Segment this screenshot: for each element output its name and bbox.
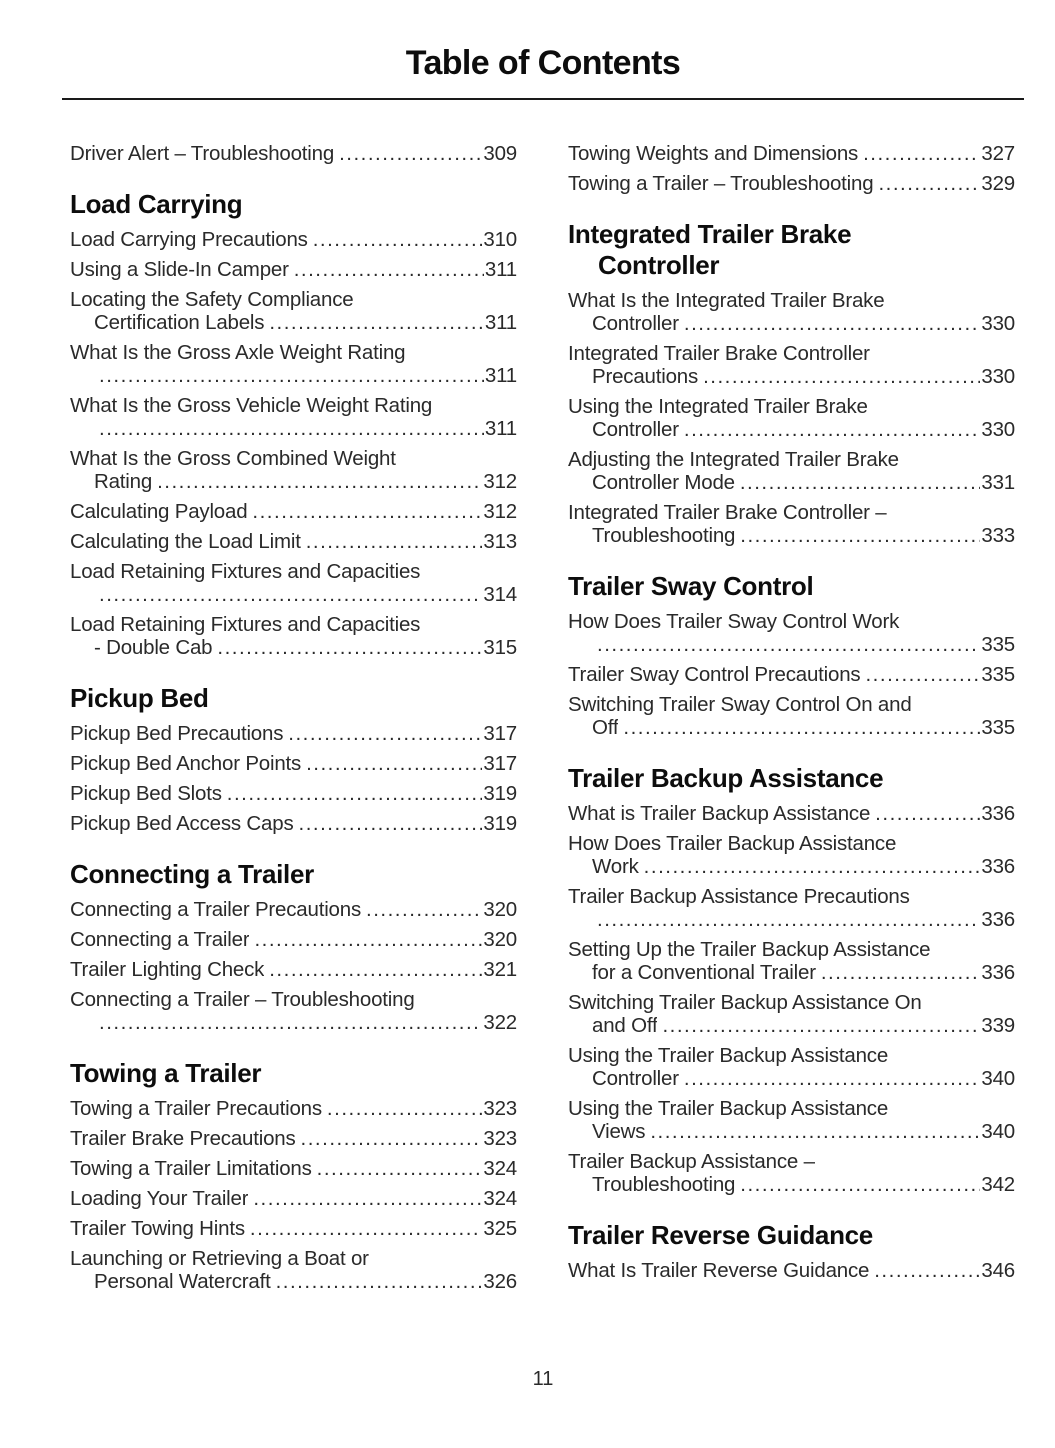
toc-entry (70, 988, 517, 1034)
entry-title: Towing a Trailer Precautions (70, 1097, 322, 1120)
entry-page-number: 319 (483, 812, 517, 835)
leader-dots (99, 583, 482, 606)
entry-page-number: 317 (483, 722, 517, 745)
entry-title: Load Carrying Precautions (70, 228, 308, 251)
entry-page-number: 324 (483, 1187, 517, 1210)
entry-page-number: 311 (484, 364, 517, 387)
toc-section (70, 142, 517, 165)
toc-entry (70, 530, 517, 553)
section-heading-line: Connecting a Trailer (70, 859, 314, 889)
toc-entry (568, 1259, 1015, 1282)
entry-title-line: Connecting a Trailer – Troubleshooting (70, 988, 415, 1011)
entry-title: Controller (592, 418, 679, 441)
toc-entry (70, 394, 517, 440)
entry-last-line (568, 142, 1015, 165)
entry-last-line (70, 782, 517, 805)
leader-dots (299, 812, 483, 835)
leader-dots (250, 1217, 483, 1240)
entry-page-number: 311 (484, 417, 517, 440)
leader-dots (227, 782, 483, 805)
toc-section (70, 859, 517, 1034)
leader-dots (865, 663, 980, 686)
entry-last-line (70, 1097, 517, 1120)
toc-entry (70, 1127, 517, 1150)
entry-title-line: Launching or Retrieving a Boat or (70, 1247, 369, 1270)
entry-title: Pickup Bed Access Caps (70, 812, 294, 835)
entry-page-number: 333 (981, 524, 1015, 547)
entry-title: Trailer Lighting Check (70, 958, 265, 981)
entry-page-number: 331 (981, 471, 1015, 494)
section-heading-line: Trailer Reverse Guidance (568, 1220, 873, 1250)
entry-title-line: How Does Trailer Backup Assistance (568, 832, 897, 855)
toc-columns (0, 100, 1055, 1300)
entry-title: Controller (592, 312, 679, 335)
leader-dots (99, 364, 484, 387)
entry-last-line (70, 311, 517, 334)
leader-dots (306, 752, 482, 775)
toc-entry (70, 782, 517, 805)
entry-title: Trailer Brake Precautions (70, 1127, 296, 1150)
entry-page-number: 339 (981, 1014, 1015, 1037)
page-title: Table of Contents (405, 44, 681, 82)
leader-dots (662, 1014, 980, 1037)
leader-dots (874, 1259, 980, 1282)
leader-dots (269, 958, 482, 981)
entry-last-line (70, 958, 517, 981)
toc-entry (70, 928, 517, 951)
leader-dots (317, 1157, 483, 1180)
entry-title: Calculating Payload (70, 500, 248, 523)
entry-page-number: 309 (483, 142, 517, 165)
entry-page-number: 342 (981, 1173, 1015, 1196)
entry-last-line (568, 1067, 1015, 1090)
entry-title-line: Setting Up the Trailer Backup Assistance (568, 938, 931, 961)
section-heading (70, 1058, 517, 1089)
section-heading (70, 189, 517, 220)
entry-page-number: 340 (981, 1120, 1015, 1143)
toc-entry (568, 1150, 1015, 1196)
entry-title: for a Conventional Trailer (592, 961, 816, 984)
toc-entry (568, 991, 1015, 1037)
entry-page-number: 314 (483, 583, 517, 606)
toc-entry (568, 802, 1015, 825)
toc-entry (568, 1097, 1015, 1143)
entry-title: Controller (592, 1067, 679, 1090)
entry-page-number: 336 (981, 855, 1015, 878)
leader-dots (878, 172, 980, 195)
entry-last-line (70, 258, 517, 281)
toc-entry (70, 288, 517, 334)
toc-entry (70, 958, 517, 981)
toc-entry (568, 885, 1015, 931)
entry-last-line (70, 364, 517, 387)
entry-last-line (70, 142, 517, 165)
toc-entry (70, 1217, 517, 1240)
toc-entry (70, 1247, 517, 1293)
toc-column-right (568, 142, 1015, 1300)
entry-page-number: 325 (483, 1217, 517, 1240)
entry-last-line (568, 961, 1015, 984)
entry-page-number: 323 (483, 1127, 517, 1150)
entry-page-number: 311 (484, 258, 517, 281)
leader-dots (684, 1067, 981, 1090)
entry-last-line (568, 172, 1015, 195)
entry-title-line: What Is the Gross Combined Weight (70, 447, 396, 470)
section-heading-line: Trailer Sway Control (568, 571, 814, 601)
entry-last-line (568, 716, 1015, 739)
entry-last-line (70, 722, 517, 745)
leader-dots (684, 418, 981, 441)
toc-entry (568, 289, 1015, 335)
entry-title-line: Integrated Trailer Brake Controller (568, 342, 870, 365)
entry-last-line (70, 1270, 517, 1293)
entry-page-number: 330 (981, 365, 1015, 388)
entry-last-line (70, 1157, 517, 1180)
entry-last-line (568, 663, 1015, 686)
toc-entry (568, 1044, 1015, 1090)
entry-page-number: 336 (981, 961, 1015, 984)
leader-dots (644, 855, 981, 878)
toc-entry (70, 447, 517, 493)
toc-section (568, 571, 1015, 739)
toc-section (70, 1058, 517, 1293)
entry-title: Troubleshooting (592, 524, 736, 547)
section-heading-line: Trailer Backup Assistance (568, 763, 884, 793)
entry-last-line (70, 470, 517, 493)
entry-title: Towing a Trailer – Troubleshooting (568, 172, 874, 195)
leader-dots (327, 1097, 482, 1120)
footer-page-number: 11 (532, 1368, 554, 1390)
leader-dots (623, 716, 980, 739)
section-heading-line: Integrated Trailer Brake (568, 219, 852, 249)
toc-section (568, 763, 1015, 1196)
toc-entry (70, 341, 517, 387)
toc-section (70, 189, 517, 659)
entry-last-line (70, 928, 517, 951)
entry-last-line (568, 1259, 1015, 1282)
entry-title: Calculating the Load Limit (70, 530, 301, 553)
toc-entry (568, 342, 1015, 388)
entry-last-line (70, 898, 517, 921)
leader-dots (269, 311, 484, 334)
entry-title-line: Trailer Backup Assistance Precautions (568, 885, 910, 908)
entry-title: Loading Your Trailer (70, 1187, 249, 1210)
leader-dots (597, 633, 980, 656)
entry-page-number: 313 (483, 530, 517, 553)
entry-page-number: 335 (981, 663, 1015, 686)
toc-entry (70, 560, 517, 606)
toc-entry (568, 832, 1015, 878)
leader-dots (313, 228, 483, 251)
toc-entry (70, 1157, 517, 1180)
entry-title: Personal Watercraft (94, 1270, 271, 1293)
entry-page-number: 340 (981, 1067, 1015, 1090)
entry-title: Controller Mode (592, 471, 735, 494)
toc-entry (568, 693, 1015, 739)
section-heading-line: Controller (598, 250, 720, 280)
entry-title: Pickup Bed Anchor Points (70, 752, 302, 775)
entry-last-line (568, 312, 1015, 335)
entry-title-line: What Is the Gross Axle Weight Rating (70, 341, 406, 364)
section-heading (568, 219, 1015, 281)
entry-title: - Double Cab (94, 636, 213, 659)
entry-last-line (568, 418, 1015, 441)
leader-dots (875, 802, 980, 825)
entry-title: Towing a Trailer Limitations (70, 1157, 312, 1180)
entry-last-line (568, 908, 1015, 931)
entry-title: Troubleshooting (592, 1173, 736, 1196)
entry-title: Off (592, 716, 619, 739)
entry-title: Work (592, 855, 639, 878)
section-heading (568, 1220, 1015, 1251)
entry-title: Views (592, 1120, 646, 1143)
entry-last-line (568, 1120, 1015, 1143)
entry-title-line: Adjusting the Integrated Trailer Brake (568, 448, 899, 471)
entry-last-line (568, 633, 1015, 656)
entry-page-number: 330 (981, 418, 1015, 441)
entry-last-line (70, 583, 517, 606)
toc-entry (568, 142, 1015, 165)
toc-section (568, 142, 1015, 195)
leader-dots (597, 908, 980, 931)
entry-title-line: Switching Trailer Backup Assistance On (568, 991, 922, 1014)
entry-page-number: 312 (483, 470, 517, 493)
entry-page-number: 336 (981, 908, 1015, 931)
entry-page-number: 317 (483, 752, 517, 775)
toc-section (568, 1220, 1015, 1282)
toc-entry (568, 501, 1015, 547)
leader-dots (740, 471, 981, 494)
entry-page-number: 335 (981, 633, 1015, 656)
entry-title: Driver Alert – Troubleshooting (70, 142, 335, 165)
leader-dots (253, 1187, 482, 1210)
toc-column-left (70, 142, 517, 1300)
entry-page-number: 311 (484, 311, 517, 334)
leader-dots (99, 417, 484, 440)
entry-title: Trailer Towing Hints (70, 1217, 245, 1240)
toc-entry (70, 1187, 517, 1210)
toc-entry (568, 172, 1015, 195)
entry-page-number: 335 (981, 716, 1015, 739)
leader-dots (301, 1127, 483, 1150)
section-heading (568, 571, 1015, 602)
entry-last-line (70, 752, 517, 775)
toc-entry (70, 752, 517, 775)
entry-title-line: Trailer Backup Assistance – (568, 1150, 815, 1173)
entry-page-number: 320 (483, 928, 517, 951)
entry-title: What is Trailer Backup Assistance (568, 802, 871, 825)
entry-title-line: Load Retaining Fixtures and Capacities (70, 560, 421, 583)
section-heading (568, 763, 1015, 794)
entry-page-number: 330 (981, 312, 1015, 335)
entry-last-line (568, 1173, 1015, 1196)
entry-title-line: What Is the Integrated Trailer Brake (568, 289, 885, 312)
section-heading-line: Pickup Bed (70, 683, 209, 713)
leader-dots (703, 365, 980, 388)
entry-last-line (70, 1217, 517, 1240)
entry-page-number: 326 (483, 1270, 517, 1293)
section-heading (70, 859, 517, 890)
entry-last-line (70, 530, 517, 553)
entry-last-line (70, 500, 517, 523)
leader-dots (684, 312, 981, 335)
entry-title: Pickup Bed Slots (70, 782, 222, 805)
leader-dots (366, 898, 482, 921)
entry-last-line (568, 802, 1015, 825)
entry-last-line (568, 471, 1015, 494)
toc-entry (568, 938, 1015, 984)
toc-entry (70, 812, 517, 835)
leader-dots (863, 142, 980, 165)
entry-last-line (568, 1014, 1015, 1037)
entry-page-number: 324 (483, 1157, 517, 1180)
entry-page-number: 323 (483, 1097, 517, 1120)
leader-dots (276, 1270, 483, 1293)
entry-page-number: 319 (483, 782, 517, 805)
leader-dots (650, 1120, 980, 1143)
entry-page-number: 310 (483, 228, 517, 251)
entry-last-line (70, 1127, 517, 1150)
entry-last-line (568, 524, 1015, 547)
leader-dots (217, 636, 482, 659)
entry-title: Connecting a Trailer Precautions (70, 898, 362, 921)
entry-title-line: Locating the Safety Compliance (70, 288, 354, 311)
entry-title-line: Load Retaining Fixtures and Capacities (70, 613, 421, 636)
leader-dots (740, 524, 980, 547)
entry-title-line: Integrated Trailer Brake Controller – (568, 501, 887, 524)
entry-page-number: 315 (483, 636, 517, 659)
toc-entry (70, 898, 517, 921)
entry-page-number: 336 (981, 802, 1015, 825)
entry-last-line (70, 228, 517, 251)
toc-entry (70, 142, 517, 165)
leader-dots (821, 961, 981, 984)
toc-entry (568, 663, 1015, 686)
leader-dots (157, 470, 482, 493)
entry-title: Rating (94, 470, 153, 493)
entry-title-line: Using the Integrated Trailer Brake (568, 395, 868, 418)
toc-entry (568, 610, 1015, 656)
toc-entry (70, 722, 517, 745)
entry-page-number: 346 (981, 1259, 1015, 1282)
entry-page-number: 312 (483, 500, 517, 523)
toc-entry (70, 613, 517, 659)
entry-title: Precautions (592, 365, 699, 388)
section-heading-line: Towing a Trailer (70, 1058, 262, 1088)
entry-last-line (70, 1187, 517, 1210)
leader-dots (306, 530, 483, 553)
entry-title-line: Switching Trailer Sway Control On and (568, 693, 912, 716)
leader-dots (288, 722, 482, 745)
entry-last-line (70, 812, 517, 835)
entry-page-number: 320 (483, 898, 517, 921)
leader-dots (252, 500, 482, 523)
section-heading-line: Load Carrying (70, 189, 243, 219)
entry-title: Using a Slide-In Camper (70, 258, 289, 281)
leader-dots (740, 1173, 980, 1196)
leader-dots (294, 258, 484, 281)
toc-section (568, 219, 1015, 547)
entry-title: What Is Trailer Reverse Guidance (568, 1259, 870, 1282)
toc-section (70, 683, 517, 835)
entry-title: Towing Weights and Dimensions (568, 142, 859, 165)
leader-dots (99, 1011, 482, 1034)
entry-last-line (568, 365, 1015, 388)
entry-page-number: 329 (981, 172, 1015, 195)
entry-page-number: 322 (483, 1011, 517, 1034)
entry-last-line (70, 636, 517, 659)
leader-dots (339, 142, 482, 165)
entry-title-line: What Is the Gross Vehicle Weight Rating (70, 394, 433, 417)
entry-last-line (70, 417, 517, 440)
toc-entry (70, 228, 517, 251)
entry-title-line: Using the Trailer Backup Assistance (568, 1044, 889, 1067)
toc-entry (70, 1097, 517, 1120)
entry-page-number: 321 (483, 958, 517, 981)
entry-last-line (568, 855, 1015, 878)
entry-title: and Off (592, 1014, 658, 1037)
toc-entry (70, 500, 517, 523)
entry-title: Pickup Bed Precautions (70, 722, 284, 745)
toc-entry (70, 258, 517, 281)
section-heading (70, 683, 517, 714)
toc-entry (568, 395, 1015, 441)
entry-title-line: Using the Trailer Backup Assistance (568, 1097, 889, 1120)
entry-page-number: 327 (981, 142, 1015, 165)
entry-title: Certification Labels (94, 311, 265, 334)
entry-title: Connecting a Trailer (70, 928, 250, 951)
entry-title: Trailer Sway Control Precautions (568, 663, 861, 686)
entry-last-line (70, 1011, 517, 1034)
leader-dots (254, 928, 482, 951)
toc-entry (568, 448, 1015, 494)
entry-title-line: How Does Trailer Sway Control Work (568, 610, 900, 633)
